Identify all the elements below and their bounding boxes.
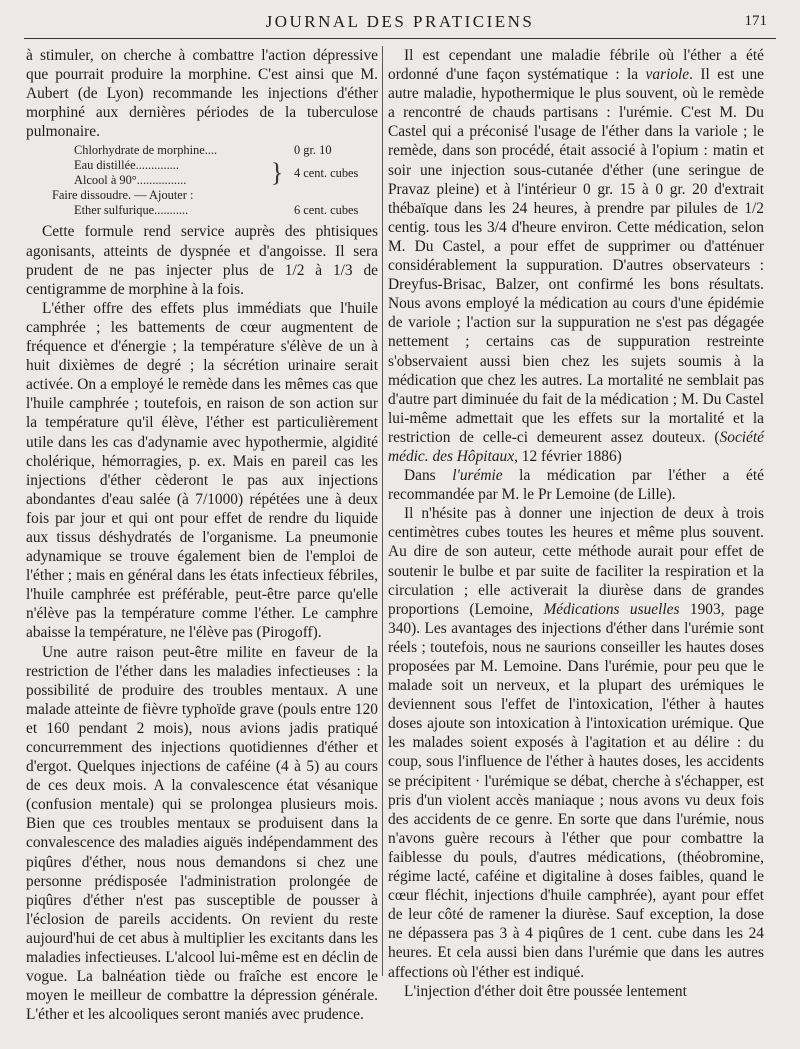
left-column	[26, 46, 378, 1024]
ingredient-name: Ether sulfurique...........	[74, 203, 189, 218]
journal-title: JOURNAL DES PRATICIENS	[265, 12, 535, 31]
citation-source: Médications usuelles	[543, 600, 680, 618]
paragraph: L'éther offre des effets plus immédiats que l'huile camphrée ; les battements de cœur augmentent de fréquence et d'énergie ; la température s'élève de un à huit dixièmes de degré ; la sécrétion urinaire serait activée. On a employé le remède dans les mêmes cas que l'huile camphrée ; toutefois, en raison de son action sur la température qu'il élève, l'éther est particulièrement utile dans les cas d'adynamie avec hypothermie, algidité cholérique, hémorragies, p. ex. Mais en pareil cas les injections d'éther cèderont le pas aux injections abondantes d'eau salée (à 7/1000) répétées une à deux fois par jour et qui ont pour effet de rendre du liquide aux tissus déshydratés de l'organisme. La pneumonie adynamique se trouve également bien de l'emploi de l'éther ; mais en général dans les états infectieux fébriles, l'huile camphrée est préférable, peut-être parce qu'elle n'élève pas la température comme l'éther. Le camphre abaisse la température, ne l'élève pas (Pirogoff).	[26, 299, 378, 642]
formula-instruction: Faire dissoudre. — Ajouter :	[52, 188, 194, 203]
ingredient-quantity: 0 gr. 10	[294, 143, 332, 158]
column-divider	[382, 46, 383, 976]
prescription-formula	[26, 143, 378, 218]
ingredient-name: Alcool à 90°................	[74, 173, 187, 188]
ingredient-name: Chlorhydrate de morphine....	[74, 143, 218, 158]
formula-row	[26, 143, 378, 158]
header-rule	[24, 38, 776, 39]
ingredient-quantity: 6 cent. cubes	[294, 203, 359, 218]
paragraph: Il est cependant une maladie fébrile où l'éther a été ordonné d'une façon systématique : la variole. Il est une autre maladie, hypothermique le plus souvent, où le remède a rencontré de chauds partisans : l'urémie. C'est M. Du Castel qui a préconisé l'usage de l'éther dans la variole ; le remède, dans son procédé, était associé à l'opium : matin et soir une injection sous-cutanée d'éther (une seringue de Pravaz pleine) et à l'intérieur 0 gr. 15 à 0 gr. 20 d'extrait thébaïque dans les 24 heures, à prendre par pilules de 1/2 centig. tous les 3/4 d'heure environ. Cette médication, selon M. Du Castel, a pour effet de supprimer ou d'atténuer considérablement la suppuration. D'autres observateurs : Dreyfus-Brisac, Balzer, ont confirmé les bons résultats. Nous avons employé la médication au cours d'une épidémie de variole ; l'action sur la suppuration ne s'est pas dégagée nettement ; certains cas de suppuration restreinte s'observaient aussi bien chez les sujets soumis à la médication que chez les autres. La mortalité ne semblait pas d'autre part diminuée du fait de la médication ; M. Du Castel lui-même admettait que les effets sur la mortalité et la restriction de celle-ci demeurent assez douteux. (Société médic. des Hôpitaux, 12 février 1886)	[388, 47, 764, 465]
right-column	[388, 46, 764, 1001]
running-header	[0, 10, 800, 36]
formula-group	[26, 158, 378, 188]
ingredient-quantity: 4 cent. cubes	[294, 165, 359, 180]
italic-term: variole	[645, 66, 690, 84]
formula-row	[26, 203, 378, 218]
paragraph: Une autre raison peut-être milite en faveur de la restriction de l'éther dans les maladies infectieuses : la possibilité de produire des troubles mentaux. A une malade atteinte de fièvre typhoïde grave (pouls entre 120 et 160 pendant 2 mois), nous avions jadis pratiqué concurremment des injections quotidiennes d'éther et d'ergot. Quelques injections de caféine (4 à 5) au cours de ces deux mois. A la convalescence état vésanique (confusion mentale) qui se prolongea plusieurs mois. Bien que ces troubles mentaux se produisent dans la convalescence des maladies aiguës indépendamment des piqûres d'éther, nous nous demandons si chez une personne prédisposée l'administration prolongée de piqûres d'éther n'est pas susceptible de pousser à l'éclosion de pareils accidents. On revient du reste aujourd'hui de cet abus à multiplier les excitants dans les maladies infectieuses. L'alcool lui-même est en déclin de vogue. La balnéation tiède ou fraîche est encore le moyen le meilleur de combattre la dépression générale. L'éther et les alcooliques seront maniés avec prudence.	[26, 643, 378, 1024]
brace-glyph: }	[270, 158, 284, 188]
page-number: 171	[744, 13, 767, 29]
citation-source: Société médic. des Hôpitaux	[388, 428, 764, 465]
paragraph: Il n'hésite pas à donner une injection de deux à trois centimètres cubes toutes les heures et même plus souvent. Au dire de son auteur, cette méthode aurait pour effet de soutenir le bulbe et par suite de faciliter la respiration et la circulation ; elle activerait la diurèse dans de grandes proportions (Lemoine, Médications usuelles 1903, page 340). Les avantages des injections d'éther dans l'urémie sont réels ; toutefois, nous ne saurions conseiller les hautes doses proposées par M. Lemoine. Dans l'urémie, pour peu que le malade soit un nerveux, et la plupart des urémiques le deviennent sous l'effet de l'intoxication, l'éther à hautes doses ajoute son intoxication à l'intoxication urémique. Que les malades soient exposés à l'agitation et au délire : du coup, sous l'influence de l'éther à hautes doses, les accidents se précipitent · l'urémique se débat, cherche à s'échapper, est pris d'un violent accès maniaque ; nous avons vu deux fois des accidents de ce genre. En sorte que dans l'urémie, nous n'avons guère recours à l'éther que pour combattre la faiblesse du pouls, d'autres médications, (théobromine, régime lacté, caféine et digitaline à doses faibles, quand le cœur fléchit, injections d'huile camphrée), ayant pour effet de leur côté de ramener la diurèse. Sauf exception, la dose ne dépassera pas 3 à 4 piqûres de 1 cent. cube dans les 24 heures. Et cela aussi bien dans l'urémie que dans les autres affections où l'éther est indiqué.	[388, 505, 764, 981]
paragraph: L'injection d'éther doit être poussée lentement	[404, 982, 687, 1000]
italic-term: l'urémie	[452, 467, 503, 485]
ingredient-name: Eau distillée..............	[74, 158, 179, 173]
paragraph: Dans l'urémie la médication par l'éther a été recommandée par M. le Pr Lemoine (de Lille).	[388, 467, 764, 504]
paragraph: à stimuler, on cherche à combattre l'action dépressive que pourrait produire la morphine. C'est ainsi que M. Aubert (de Lyon) recommande les injections d'éther morphiné aux dernières périodes de la tuberculose pulmonaire.	[26, 47, 378, 141]
paragraph: Cette formule rend service auprès des phtisiques agonisants, atteints de dyspnée et d'angoisse. Il sera prudent de ne pas injecter plus de 1/2 à 1/3 de centigramme de morphine à la fois.	[26, 223, 378, 298]
